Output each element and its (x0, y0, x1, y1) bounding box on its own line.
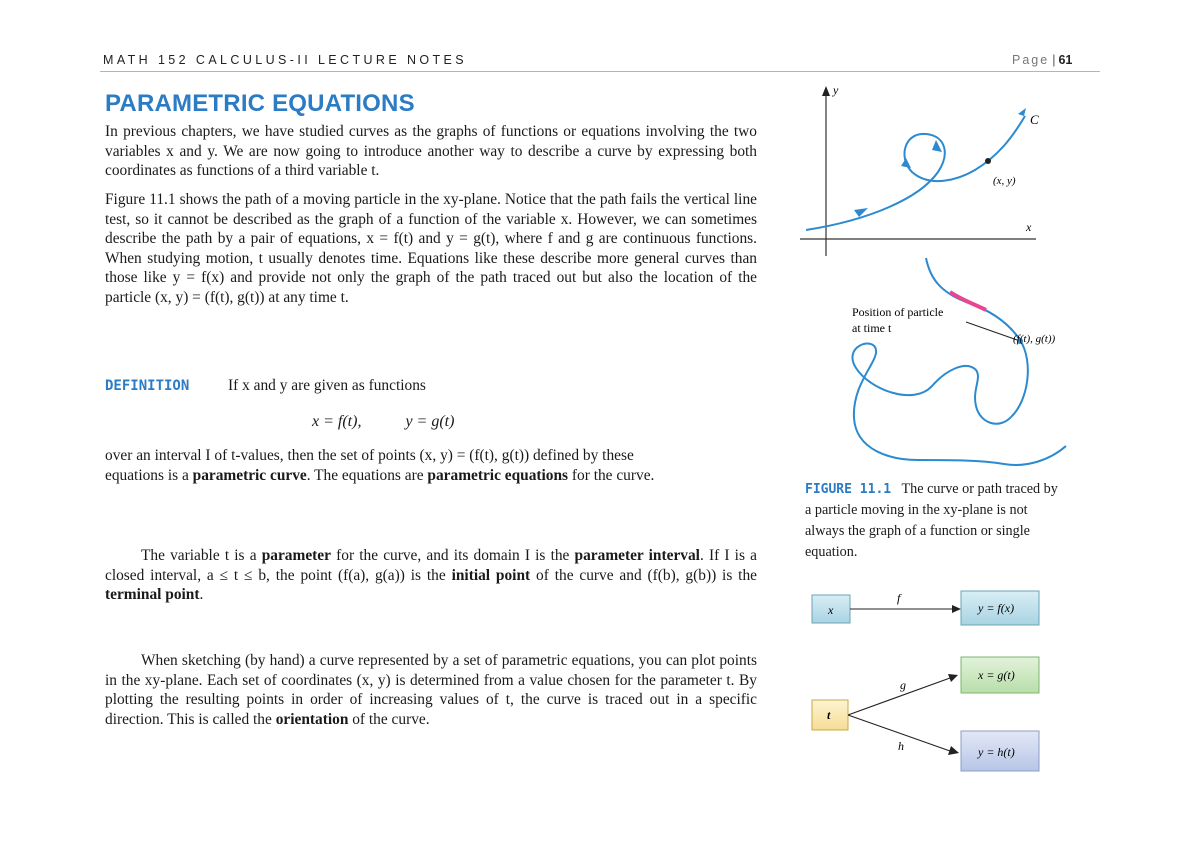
paragraph-text: When sketching (by hand) a curve represented by a set of parametric equations, you can plot points in the xy-plane. Each set of coordinates (x, y) is determined from a value chosen for the parameter t. By plotting the resulting points in order of increasing values of t, the curve is traced out in a specific direction. This is called the (105, 652, 757, 728)
particle-path-graph (830, 250, 1080, 475)
figure-caption-text: The curve or path traced by a particle moving in the xy-plane is not always the graph of a function or single equation. (805, 481, 1058, 560)
paragraph-text: of the curve and (f(b), g(b)) is the (536, 566, 757, 584)
curve-c (806, 116, 1025, 230)
y-axis-label: y (833, 83, 839, 97)
function-mapping-diagram (800, 585, 1080, 785)
arrowhead-icon (948, 746, 959, 755)
header-title: MATH 152 CALCULUS-II LECTURE NOTES (103, 53, 468, 67)
position-label-line2: at time t (852, 321, 892, 335)
page-number-indicator (1012, 53, 1072, 67)
definition-text: for the curve. (571, 466, 655, 484)
particle-highlight (950, 292, 986, 310)
paragraph-text: of the curve. (352, 710, 430, 728)
output-gt-label: x = g(t) (978, 668, 1015, 682)
page-number: 61 (1058, 53, 1073, 67)
position-label (852, 305, 943, 319)
page-label: Page (1012, 53, 1050, 67)
definition-equations (312, 413, 454, 431)
term-orientation: orientation (275, 710, 349, 728)
input-t-label: t (827, 708, 831, 722)
equation-y: y = g(t) (405, 413, 455, 430)
curve-label: C (1030, 112, 1039, 127)
particle-path (852, 258, 1066, 465)
output-fx-label: y = f(x) (978, 601, 1015, 615)
page-separator: | (1052, 53, 1056, 67)
point-label: (x, y) (993, 175, 1016, 187)
term-parameter-interval: parameter interval (574, 547, 700, 564)
figure-caption (805, 479, 1067, 563)
definition-lead: If x and y are given as functions (228, 377, 426, 394)
term-parametric-equations: parametric equations (427, 466, 569, 484)
figure-label: FIGURE 11.1 (805, 482, 892, 497)
arrow-h-label: h (898, 739, 904, 753)
direction-arrow-icon (1018, 108, 1026, 116)
arrow-f-label: f (897, 591, 901, 605)
output-ht-label: y = h(t) (978, 745, 1015, 759)
input-x-label: x (828, 603, 834, 617)
intro-paragraph: In previous chapters, we have studied curves as the graphs of functions or equations involving the two variables x and y. We are now going to introduce another way to describe a curve by expressing both coordinates as functions of a third variable t. (105, 123, 757, 179)
point-marker (985, 158, 991, 164)
term-initial-point: initial point (451, 566, 531, 584)
header-rule (100, 71, 1100, 72)
definition-text: . The equations are (306, 466, 424, 484)
direction-arrow-icon (901, 158, 911, 168)
arrowhead-icon (948, 674, 958, 682)
position-label-line1: Position of particle (852, 305, 944, 319)
leader-line (966, 322, 1020, 341)
term-terminal-point: terminal point (105, 586, 200, 603)
term-parametric-curve: parametric curve (192, 466, 307, 484)
section-title: PARAMETRIC EQUATIONS (105, 90, 415, 117)
parameter-paragraph (105, 546, 757, 605)
equation-x: x = f(t), (312, 413, 362, 430)
definition-body (105, 446, 685, 485)
paragraph-text: . (199, 586, 204, 603)
parametric-curve-graph (780, 80, 1060, 260)
arrow-g (848, 678, 950, 715)
figure-paragraph: Figure 11.1 shows the path of a moving particle in the xy-plane. Notice that the path fails the vertical line test, so it cannot be described as the graph of a function of the variable x. However, we can sometimes describe the path by a pair of equations, x = f(t) and y = g(t), where f and g are continuous functions. When studying motion, t usually denotes time. Equations like these describe more general curves than those like y = f(x) and provide not only the graph of the path traced out but also the location of the particle (x, y) = (f(t), g(t)) at any time t. (105, 191, 757, 306)
arrow-g-label: g (900, 678, 906, 692)
x-axis-label: x (1026, 220, 1032, 234)
paragraph-text: . If I is a closed interval, a ≤ t ≤ b, the point (f(a), g(a)) is the (105, 547, 757, 584)
y-axis-arrowhead (822, 86, 830, 96)
definition-text: over an interval I of t-values, then the set of points (x, y) = (f(t), g(t)) defined by these equations is a (105, 447, 634, 484)
term-parameter: parameter (261, 547, 331, 564)
paragraph-text: The variable t is a (141, 547, 257, 564)
definition-label: DEFINITION (105, 378, 190, 394)
orientation-paragraph (105, 651, 757, 729)
arrowhead-icon (952, 605, 961, 613)
position-label-time (852, 321, 892, 335)
paragraph-text: for the curve, and its domain I is the (336, 547, 570, 564)
particle-point-label: (f(t), g(t)) (1013, 333, 1056, 345)
